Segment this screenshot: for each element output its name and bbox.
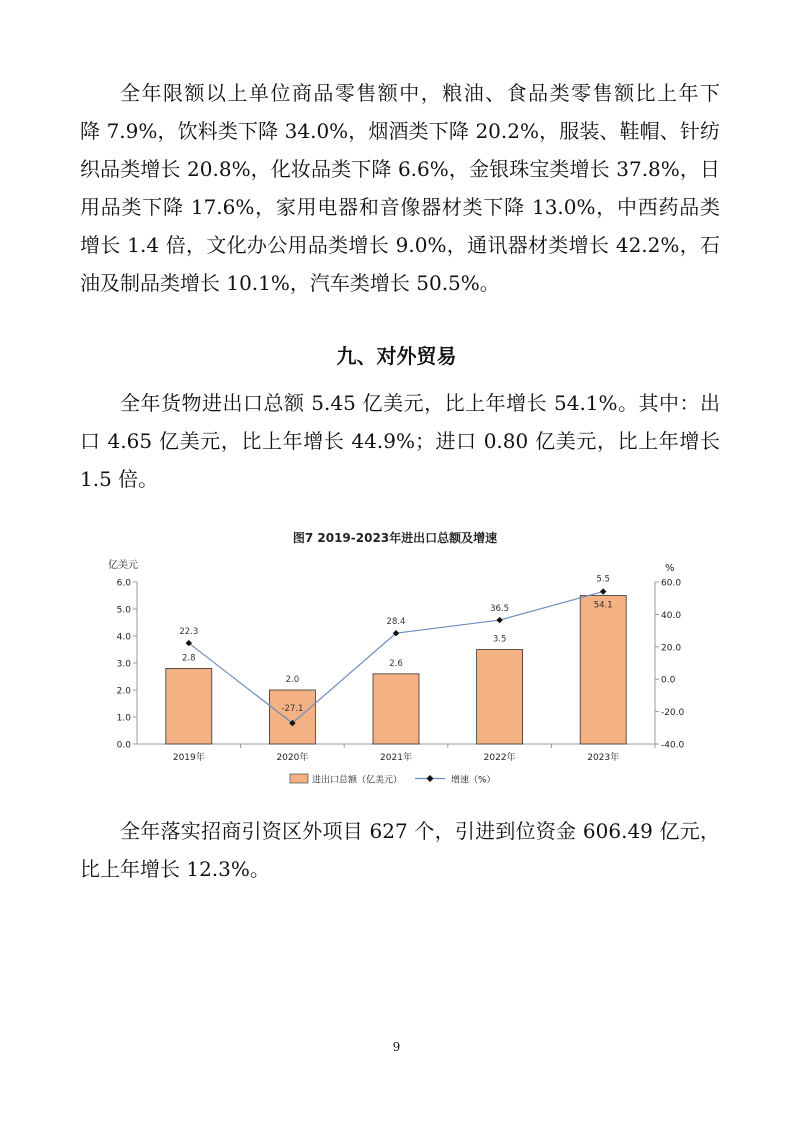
page-number: 9 xyxy=(392,1040,401,1054)
left-tick-label: 0.0 xyxy=(116,740,131,751)
growth-value-label: 22.3 xyxy=(179,627,199,638)
bar-value-label: 5.5 xyxy=(596,574,610,585)
bar xyxy=(269,690,315,744)
right-tick-label: 20.0 xyxy=(661,643,682,654)
growth-value-label: 36.5 xyxy=(490,604,510,615)
left-tick-label: 3.0 xyxy=(116,659,131,670)
x-tick-label: 2019年 xyxy=(172,753,205,763)
text-line: 全年限额以上单位商品零售额中，粮油、食品类零售额比上年下 xyxy=(120,81,720,105)
left-axis-unit: 亿美元 xyxy=(108,560,138,571)
bar xyxy=(373,674,419,744)
right-tick-label: -20.0 xyxy=(661,708,685,719)
growth-value-label: 28.4 xyxy=(386,617,406,628)
text-line: 全年货物进出口总额 5.45 亿美元，比上年增长 54.1%。其中：出 xyxy=(120,391,720,415)
text-line: 1.5 倍。 xyxy=(80,467,159,491)
x-tick-label: 2021年 xyxy=(380,753,412,763)
chart-title: 图7 2019-2023年进出口总额及增速 xyxy=(292,531,498,545)
right-axis-unit: % xyxy=(665,563,675,574)
legend-bar-swatch xyxy=(290,774,308,783)
bar xyxy=(477,650,523,745)
x-tick-label: 2023年 xyxy=(587,753,620,763)
growth-value-label: -27.1 xyxy=(281,704,304,715)
left-tick-label: 6.0 xyxy=(116,578,131,589)
bar-value-label: 2.0 xyxy=(285,675,300,685)
left-tick-label: 5.0 xyxy=(116,605,131,616)
legend-line-marker xyxy=(427,775,434,782)
text-line: 降 7.9%，饮料类下降 34.0%，烟酒类下降 20.2%，服装、鞋帽、针纺 xyxy=(80,119,720,143)
text-line: 油及制品类增长 10.1%，汽车类增长 50.5%。 xyxy=(80,271,500,295)
trade-chart xyxy=(95,522,695,802)
bar xyxy=(580,596,626,745)
left-tick-label: 1.0 xyxy=(116,713,131,724)
growth-value-label: 54.1 xyxy=(593,600,613,611)
text-line: 全年落实招商引资区外项目 627 个，引进到位资金 606.49 亿元， xyxy=(120,819,720,843)
paragraph-investment xyxy=(80,812,720,888)
section-title: 九、对外贸易 xyxy=(336,344,457,368)
growth-point xyxy=(600,588,606,594)
right-tick-label: 0.0 xyxy=(661,675,676,686)
text-line: 口 4.65 亿美元，比上年增长 44.9%；进口 0.80 亿美元，比上年增长 xyxy=(80,429,720,453)
bar-value-label: 3.5 xyxy=(492,634,507,645)
right-tick-label: 60.0 xyxy=(661,578,682,589)
paragraph-retail xyxy=(80,74,720,302)
text-line: 比上年增长 12.3%。 xyxy=(80,857,270,881)
text-line: 增长 1.4 倍，文化办公用品类增长 9.0%，通讯器材类增长 42.2%，石 xyxy=(80,233,720,257)
legend-bar-label: 进出口总额（亿美元） xyxy=(312,775,403,786)
x-tick-label: 2022年 xyxy=(483,753,516,763)
text-line: 用品类下降 17.6%，家用电器和音像器材类下降 13.0%，中西药品类 xyxy=(80,195,720,219)
paragraph-trade xyxy=(80,384,720,498)
x-tick-label: 2020年 xyxy=(276,753,309,763)
bar-value-label: 2.6 xyxy=(389,658,403,669)
left-tick-label: 2.0 xyxy=(116,686,131,697)
bar xyxy=(166,668,212,744)
chart-svg xyxy=(95,522,695,802)
right-tick-label: -40.0 xyxy=(661,740,685,751)
legend-line-label: 增速（%） xyxy=(451,775,496,786)
right-tick-label: 40.0 xyxy=(661,610,682,621)
text-line: 织品类增长 20.8%，化妆品类下降 6.6%，金银珠宝类增长 37.8%，日 xyxy=(80,157,720,181)
left-tick-label: 4.0 xyxy=(116,632,131,643)
bar-value-label: 2.8 xyxy=(182,653,196,664)
growth-point xyxy=(496,617,502,623)
